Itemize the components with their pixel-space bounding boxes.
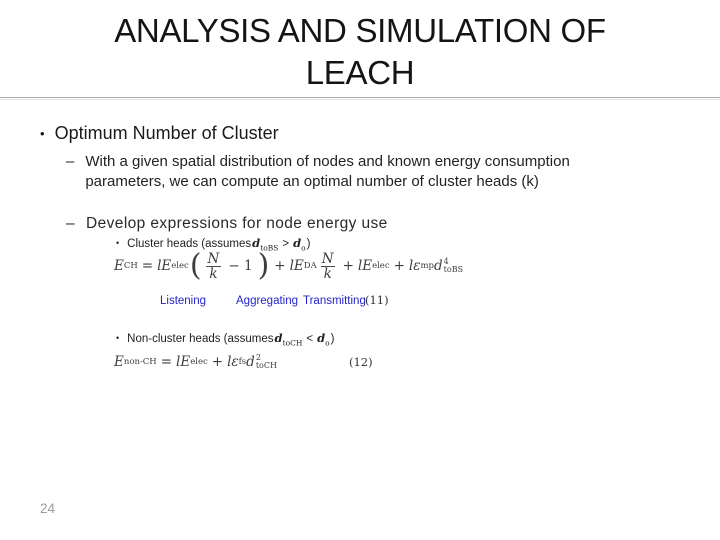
math-var-d-toBS: $d_{toBS}$ — [252, 236, 279, 253]
equation2-number: (12) — [348, 355, 373, 369]
eq1-term2: lE — [289, 258, 304, 274]
math-var-d-o: $d_o$ — [317, 331, 330, 348]
equation1-number: (11) — [365, 293, 389, 307]
cluster-heads-prefix: Cluster heads (assumes — [127, 238, 252, 250]
eq2-term2: lε — [227, 354, 239, 370]
bullet-dot-icon: • — [116, 333, 120, 343]
eq1-term4-sub: mp — [420, 261, 434, 271]
dash-icon: – — [66, 153, 75, 170]
eq2-term2-sub: fs — [238, 357, 247, 367]
bullet-dot-icon: • — [40, 126, 45, 141]
sub-bullet-develop-expressions — [66, 215, 388, 233]
fraction-N-over-k: $\frac{N}{k}$ — [207, 250, 220, 282]
equals-sign: = — [141, 258, 154, 274]
eq1-term4: lε — [408, 258, 421, 274]
bullet-optimum-number — [40, 123, 279, 145]
slide-title — [0, 10, 720, 94]
eq2-term1-sub: elec — [190, 357, 208, 367]
title-divider — [0, 97, 720, 100]
minus-one: − 1 — [228, 258, 253, 274]
eq1-d-supsub: 4 toBS — [443, 257, 464, 274]
eq2-var-d: d — [246, 354, 255, 370]
plus-sign: + — [342, 258, 354, 274]
right-paren: ) — [257, 248, 270, 283]
eq1-term2-sub: DA — [303, 261, 317, 271]
bullet-non-cluster-heads-text — [127, 331, 334, 347]
eq2-term1: lE — [176, 354, 191, 370]
sub-bullet-spatial-distribution — [66, 152, 620, 191]
greater-than-operator: > — [282, 238, 290, 250]
eq1-term3: lE — [357, 258, 373, 274]
label-transmitting: Transmitting — [303, 295, 366, 307]
label-aggregating: Aggregating — [236, 295, 299, 307]
plus-sign: + — [274, 258, 286, 274]
bullet-dot-icon: • — [116, 238, 120, 248]
non-cluster-heads-prefix: Non-cluster heads (assumes — [127, 333, 274, 345]
bullet-optimum-number-label: Optimum Number of Cluster — [54, 123, 279, 143]
eq1-term1: lE — [157, 258, 172, 274]
math-var-d-o: $d_o$ — [293, 236, 306, 253]
eq2-lhs: E — [114, 354, 124, 370]
eq1-term3-sub: elec — [372, 261, 390, 271]
eq1-lhs-sub: CH — [123, 261, 138, 271]
math-var-d-toCH: $d_{toCH}$ — [274, 331, 303, 348]
eq2-lhs-sub: non-CH — [123, 357, 157, 367]
eq1-lhs: E — [114, 258, 124, 274]
equation-non-cluster-head-energy — [114, 354, 373, 370]
non-cluster-heads-suffix: ) — [330, 333, 335, 345]
plus-sign: + — [393, 258, 405, 274]
cluster-heads-suffix: ) — [306, 238, 311, 250]
equals-sign: = — [160, 354, 173, 370]
eq1-var-d: d — [434, 258, 443, 274]
left-paren: ( — [189, 248, 202, 283]
less-than-operator: < — [306, 333, 314, 345]
sub-bullet-spatial-distribution-text: With a given spatial distribution of nodes and known energy consumption parameters, we can compute an optimal number of cluster heads (k) — [85, 153, 570, 190]
bullet-non-cluster-heads — [116, 331, 335, 347]
fraction-N-over-k: $\frac{N}{k}$ — [321, 250, 334, 282]
page-number: 24 — [40, 501, 56, 516]
plus-sign: + — [211, 354, 224, 370]
dash-icon: – — [66, 215, 76, 232]
eq1-term1-sub: elec — [171, 261, 189, 271]
eq2-d-supsub: 2 toCH — [255, 353, 277, 370]
equation1-term-labels — [0, 295, 720, 311]
slide-title-line-2: LEACH — [305, 54, 415, 91]
sub-bullet-develop-expressions-text: Develop expressions for node energy use — [86, 215, 388, 232]
bullet-cluster-heads-text — [127, 236, 310, 252]
slide-title-line-1: ANALYSIS AND SIMULATION OF — [114, 12, 606, 49]
bullet-cluster-heads — [116, 236, 311, 252]
equation-cluster-head-energy — [114, 248, 464, 283]
label-listening: Listening — [160, 295, 207, 307]
